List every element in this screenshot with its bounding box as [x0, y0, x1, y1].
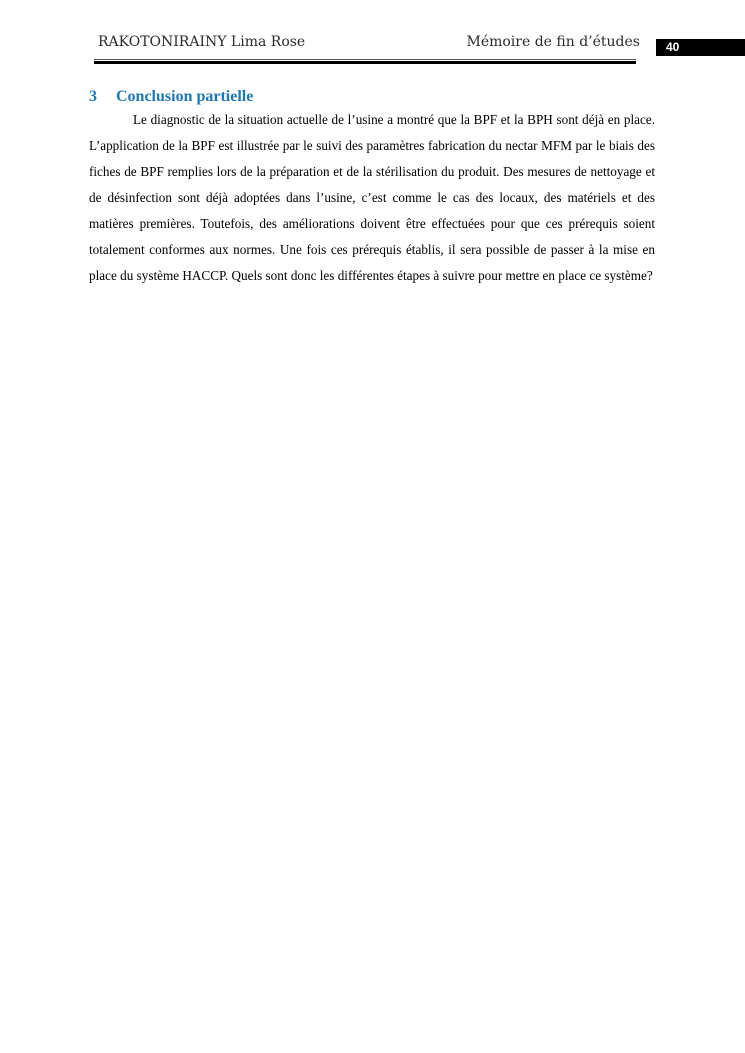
section-heading: [89, 88, 253, 106]
body-paragraph: Le diagnostic de la situation actuelle de l’usine a montré que la BPF et la BPH sont déjà en place. L’application de la BPF est illustrée par le suivi des paramètres fabrication du nectar MFM par le biais des fiches de BPF remplies lors de la préparation et de la stérilisation du produit. Des mesures de nettoyage et de désinfection sont déjà adoptées dans l’usine, c’est comme le cas des locaux, des matériels et des matières premières. Toutefois, des améliorations doivent être effectuées pour que ces prérequis soient totalement conformes aux normes. Une fois ces prérequis établis, il sera possible de passer à la mise en place du système HACCP. Quels sont donc les différentes étapes à suivre pour mettre en place ce système?: [89, 112, 655, 283]
section-number: 3: [89, 88, 97, 105]
page-number: 40: [666, 40, 680, 54]
header-document-title: Mémoire de fin d’études: [466, 34, 640, 50]
header-divider-thin: [94, 59, 636, 60]
section-title: Conclusion partielle: [116, 88, 254, 105]
page-number-badge: [656, 39, 745, 56]
header-author: RAKOTONIRAINY Lima Rose: [98, 34, 306, 50]
header-divider-thick: [94, 61, 636, 64]
page-header: [98, 34, 640, 56]
